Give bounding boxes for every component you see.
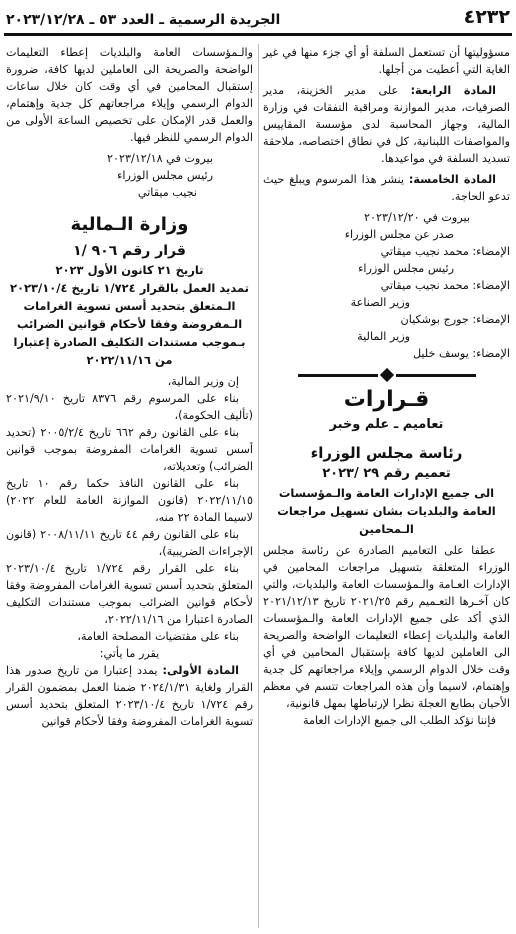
paragraph: والـمؤسسات العامة والبلديات إعطاء التعليمات الواضحة والصريحة الى العاملين لديها كافة، ضرورة إستقبال المحامين في أي وقت كان خلال ساعات الدوام الرسمي وإيلاء مراجعاتهم كل جدية وإهتمام، والعمل قدر الإمكان على تخصيص الساعة الأولى من الدوام الرسمي للنظر فيها. xyxy=(6,46,253,144)
decides-line: يقرر ما يأتي: xyxy=(99,647,160,660)
signatory-title: رئيس مجلس الوزراء xyxy=(358,262,454,275)
citation: بناء على المرسوم رقم ٨٣٧٦ تاريخ ٢٠٢١/٩/١٠ (تأليف الحكومة)، xyxy=(6,392,253,422)
article-1 xyxy=(6,662,253,730)
signatory-title: وزير الصناعة xyxy=(350,296,410,309)
ornament-line xyxy=(298,374,378,377)
decision-subject-detail: الـمتعلق بتحديد أسس تسوية الغرامات الـمفروضة وفقا لأحكام قوانين الضرائب بـموجب مستندات التكليف الصادرة إعتبارا من ٢٠٢٢/١١/١٦ xyxy=(13,299,246,367)
place-date: بيروت في ٢٠٢٣/١٢/٢٠ xyxy=(363,211,470,224)
issuer-heading: رئاسة مجلس الوزراء xyxy=(310,444,463,462)
citation: بناء على القانون النافذ حكما رقم ١٠ تاريخ ٢٠٢٢/١١/١٥ (قانون الموازنة العامة للعام ٢٠٢٢) لاسيما المادة ٢٢ منه، xyxy=(6,477,253,524)
preamble: إن وزير المالية، xyxy=(167,375,239,388)
citation: بناء على القرار رقم ١/٧٢٤ تاريخ ٢٠٢٣/١٠/٤ المتعلق بتحديد أسس تسوية الغرامات المفروضة وفقا لأحكام قوانين الضرائب بموجب مستندات التكليف الصادرة اعتبارا من ٢٠٢٢/١١/١٦، xyxy=(6,562,253,626)
decisions-heading: قـرارات xyxy=(343,387,430,412)
circular-subject: الى جميع الإدارات العامة والـمؤسسات العامة والبلديات بشان تسهيل مراجعات الـمحامين xyxy=(277,486,496,536)
article-4 xyxy=(263,82,510,167)
section-ornament xyxy=(263,370,510,380)
right-column xyxy=(263,44,510,729)
paragraph: مسؤوليتها أن تستعمل السلفة أو أي جزء منها في غير الغاية التي أعطيت من أجلها. xyxy=(263,46,510,76)
column-divider xyxy=(258,44,259,928)
circular-number: تعميم رقم ٢٩ /٢٠٢٣ xyxy=(322,466,451,481)
signature: الإمضاء: يوسف خليل xyxy=(412,347,510,360)
article-text: ينشر هذا المرسوم ويبلغ حيث تدعو الحاجة. xyxy=(263,173,510,203)
gazette-title: الجريدة الرسمية ـ العدد ٥٣ ـ ٢٠٢٣/١٢/٢٨ xyxy=(6,12,281,28)
article-5 xyxy=(263,171,510,205)
left-column xyxy=(6,44,253,730)
ministry-heading: وزارة الـمالية xyxy=(70,214,189,235)
decision-subject: تمديد العمل بالقرار ١/٧٢٤ تاريخ ٢٠٢٣/١٠/٤ xyxy=(9,281,250,295)
article-label: المادة الرابعة: xyxy=(410,84,496,97)
place-date: بيروت في ٢٠٢٣/١٢/١٨ xyxy=(106,152,213,165)
signatory-title: وزير المالية xyxy=(357,330,410,343)
citation: بناء على القانون رقم ٦٦٢ تاريخ ٢٠٠٥/٢/٤ (تحديد أسس تسوية الغرامات المفروضة بموجب قوانين الضرائب) وتعديلاته، xyxy=(6,426,253,473)
paragraph: عطفا على التعاميم الصادرة عن رئاسة مجلس الوزراء المتعلقة بتسهيل مراجعات المحامين في الإدارات العـامة والـمؤسسات العامة والبلديات، والتي كان آخـرها التعـميم رقم ٢٠٢١/٢٥ تاريخ ٢٠٢١/١٢/١٣ الذي أكد على جميع الإدارات العامة والـمؤسسات العامة والبلديات إعطاء التعليمات الواضحة والصريحة الى العاملين لديها كافة بإستقبال المحامين في أي وقت خلال الدوام الرسمي وإيلاء مراجعاتهم كل جدية وإهتمام، لاسيما وأن هذه المراجعات تتسم في معظم الأحيان بطابع العجلة نظرا لإرتباطها بمهل قانونية، xyxy=(263,544,510,710)
article-text: يمدد إعتبارا من تاريخ صدور هذا القرار ولغاية ٢٠٢٤/١/٣١ ضمنا العمل بمضمون القرار رقم ١/٧٢٤ تاريخ ٢٠٢٣/١٠/٤ المتعلق بتحديد أسس تسوية الغرامات المفروضة وفقا لأحكام قوانين xyxy=(6,664,254,728)
paragraph: فإننا نؤكد الطلب الى جميع الإدارات العامة xyxy=(303,714,496,727)
ornament-diamond xyxy=(379,368,393,382)
citation: بناء على مقتضيات المصلحة العامة، xyxy=(77,630,239,643)
signature: الإمضاء: محمد نجيب ميقاتي xyxy=(380,279,510,292)
decision-date: تاريخ ٢١ كانون الأول ٢٠٢٣ xyxy=(55,263,204,277)
signature: الإمضاء: محمد نجيب ميقاتي xyxy=(380,245,510,258)
page-number: ٤٢٣٢ xyxy=(463,6,510,28)
ornament-line xyxy=(396,374,476,377)
article-label: المادة الأولى: xyxy=(162,664,239,677)
article-label: المادة الخامسة: xyxy=(408,173,496,186)
citation: بناء على القانون رقم ٤٤ تاريخ ٢٠٠٨/١١/١١ (قانون الإجراءات الضريبية)، xyxy=(6,528,253,558)
signatory-title: رئيس مجلس الوزراء xyxy=(117,169,213,182)
decision-number: قرار رقم ٩٠٦ /١ xyxy=(73,243,186,259)
page-header xyxy=(6,6,510,28)
decisions-subheading: تعاميم ـ علم وخبر xyxy=(329,417,444,432)
article-text: على مدير الخزينة، مدير الصرفيات، مدير الموازنة ومراقبة النفقات في وزارة المالية، وجهاز المحاسبة لدى مؤسسة المقاييس والمواصفات اللبنانية، كل في نطاق اختصاصه، ملاحقة تسديد السلفة في مواعيدها. xyxy=(263,84,510,165)
signature: الإمضاء: جورج بوشكيان xyxy=(400,313,510,326)
signatory-name: نجيب ميقاتي xyxy=(137,186,197,199)
header-rule xyxy=(4,33,512,36)
issued-by: صدر عن مجلس الوزراء xyxy=(344,228,454,241)
